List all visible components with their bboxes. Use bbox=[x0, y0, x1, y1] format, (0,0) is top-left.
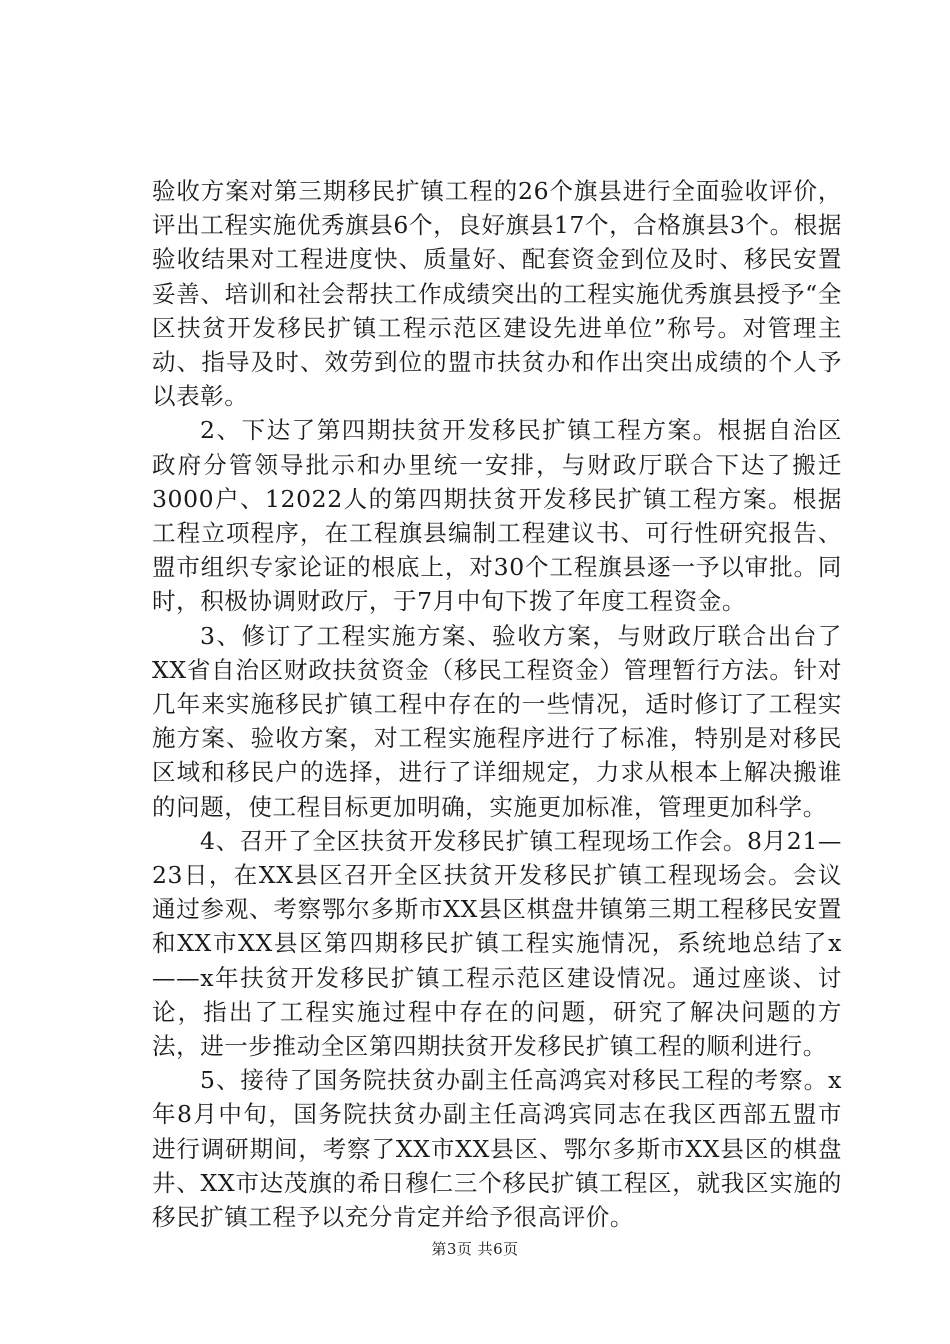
document-body bbox=[152, 174, 842, 1234]
paragraph-item-3: 3、修订了工程实施方案、验收方案，与财政厅联合出台了XX省自治区财政扶贫资金（移民工程资金）管理暂行方法。针对几年来实施移民扩镇工程中存在的一些情况，适时修订了工程实施方案、验收方案，对工程实施程序进行了标准，特别是对移民区域和移民户的选择，进行了详细规定，力求从根本上解决搬谁的问题，使工程目标更加明确，实施更加标准，管理更加科学。 bbox=[152, 621, 842, 821]
paragraph-continuation: 验收方案对第三期移民扩镇工程的26个旗县进行全面验收评价，评出工程实施优秀旗县6个，良好旗县17个，合格旗县3个。根据验收结果对工程进度快、质量好、配套资金到位及时、移民安置妥善、培训和社会帮扶工作成绩突出的工程实施优秀旗县授予“全区扶贫开发移民扩镇工程示范区建设先进单位”称号。对管理主动、指导及时、效劳到位的盟市扶贫办和作出突出成绩的个人予以表彰。 bbox=[152, 177, 842, 411]
paragraph-item-4: 4、召开了全区扶贫开发移民扩镇工程现场工作会。8月21—23日，在XX县区召开全区扶贫开发移民扩镇工程现场会。会议通过参观、考察鄂尔多斯市XX县区棋盘井镇第三期工程移民安置和XX市XX县区第四期移民扩镇工程实施情况，系统地总结了x——x年扶贫开发移民扩镇工程示范区建设情况。通过座谈、讨论，指出了工程实施过程中存在的问题，研究了解决问题的方法，进一步推动全区第四期扶贫开发移民扩镇工程的顺利进行。 bbox=[152, 826, 842, 1061]
page-footer: 第3页 共6页 bbox=[431, 1240, 519, 1258]
paragraph-item-2: 2、下达了第四期扶贫开发移民扩镇工程方案。根据自治区政府分管领导批示和办里统一安排，与财政厅联合下达了搬迁3000户、12022人的第四期扶贫开发移民扩镇工程方案。根据工程立项程序，在工程旗县编制工程建议书、可行性研究报告、盟市组织专家论证的根底上，对30个工程旗县逐一予以审批。同时，积极协调财政厅，于7月中旬下拨了年度工程资金。 bbox=[152, 416, 842, 616]
paragraph-item-5: 5、接待了国务院扶贫办副主任高鸿宾对移民工程的考察。x年8月中旬，国务院扶贫办副主任高鸿宾同志在我区西部五盟市进行调研期间，考察了XX市XX县区、鄂尔多斯市XX县区的棋盘井、XX市达茂旗的希日穆仁三个移民扩镇工程区，就我区实施的移民扩镇工程予以充分肯定并给予很高评价。 bbox=[152, 1066, 842, 1232]
